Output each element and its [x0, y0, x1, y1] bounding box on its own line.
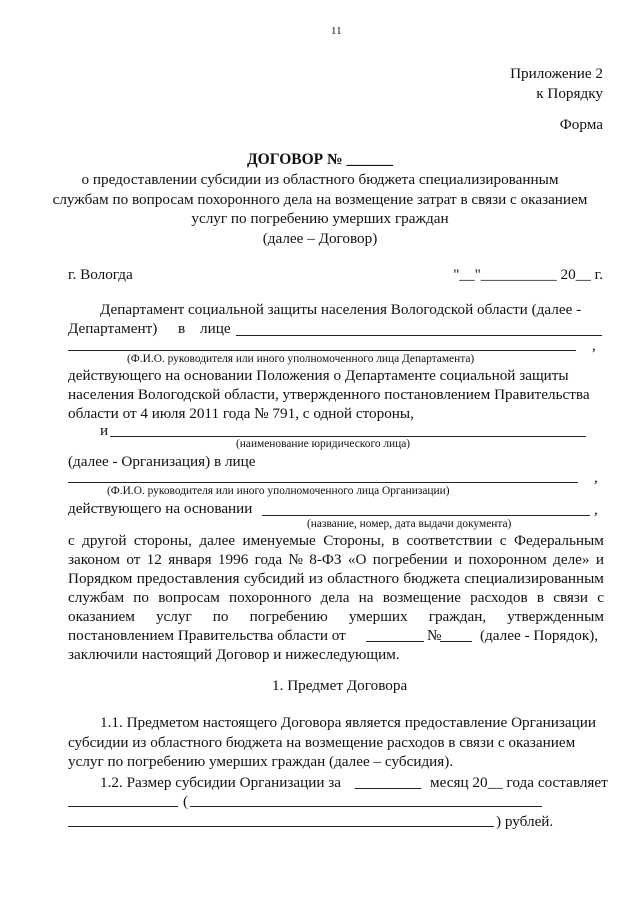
- dept-word-1: Департамент): [68, 320, 158, 337]
- dept-word-3: лице: [200, 320, 231, 337]
- word: вопросам: [158, 589, 220, 606]
- order-number-blank: [440, 641, 472, 642]
- p11-line-2: субсидии из областного бюджета на возмещение расходов в связи с оказанием: [68, 734, 576, 751]
- p11-line-1: 1.1. Предметом настоящего Договора является предоставление Организации: [100, 714, 596, 731]
- word: в: [536, 589, 545, 606]
- contract-title: ДОГОВОР № ______: [247, 151, 393, 168]
- word: службам: [68, 589, 125, 606]
- other-line-4: [68, 588, 604, 608]
- appendix-line-2: к Порядку: [536, 84, 603, 102]
- word: с: [499, 532, 507, 549]
- org-line: (далее - Организация) в лице: [68, 453, 256, 470]
- word: связи: [553, 589, 589, 606]
- p12-line-1a: 1.2. Размер субсидии Организации за: [100, 774, 342, 791]
- other-line-7: заключили настоящий Договор и нижеследующим.: [68, 646, 400, 663]
- word: погребении: [372, 551, 448, 568]
- basis-line-2: населения Вологодской области, утвержденного постановлением Правительства: [68, 386, 590, 403]
- appendix-line-1: Приложение 2: [510, 65, 603, 82]
- word: субсидий: [243, 570, 305, 587]
- org-head-blank: [68, 482, 578, 483]
- other-line-2: [68, 550, 604, 570]
- word: специализированным: [464, 570, 604, 587]
- dept-head-blank-1: [236, 335, 602, 336]
- word: с: [597, 589, 604, 606]
- comma-3: ,: [594, 501, 598, 518]
- title-line-1: о предоставлении субсидии из областного бюджета специализированным: [81, 171, 559, 188]
- word: расходов: [470, 589, 528, 606]
- city: г. Вологда: [68, 266, 133, 283]
- word: года: [254, 551, 283, 568]
- word: умерших: [348, 608, 408, 625]
- word: Федеральным: [513, 532, 604, 549]
- basis-line-3: области от 4 июля 2011 года № 791, с одной стороны,: [68, 405, 414, 422]
- word: 12: [146, 551, 162, 568]
- section-1-heading: 1. Предмет Договора: [272, 677, 408, 694]
- caption-org-name: (наименование юридического лица): [236, 438, 411, 450]
- word: от: [126, 551, 141, 568]
- word: законом: [68, 551, 120, 568]
- word: областного: [327, 570, 400, 587]
- word: далее: [199, 532, 236, 549]
- word: предоставления: [136, 570, 240, 587]
- word: №: [288, 551, 303, 568]
- order-date-blank: [366, 641, 424, 642]
- word: другой: [82, 532, 127, 549]
- word: по: [133, 589, 150, 606]
- word: похоронном: [468, 551, 547, 568]
- word: граждан,: [428, 608, 487, 625]
- word: по: [212, 608, 229, 625]
- word: на: [358, 589, 374, 606]
- caption-doc: (название, номер, дата выдачи документа): [307, 518, 512, 530]
- other-line-5: [68, 607, 604, 627]
- word: возмещение: [382, 589, 461, 606]
- title-line-2: службам по вопросам похоронного дела на возмещение затрат в связи с оказанием: [52, 191, 588, 208]
- caption-org-head: (Ф.И.О. руководителя или иного уполномоченного лица Организации): [107, 485, 450, 497]
- contract-date: "__"__________ 20__ г.: [453, 266, 603, 283]
- comma-1: ,: [592, 337, 596, 354]
- word: именуемые: [242, 532, 316, 549]
- word: Порядком: [68, 570, 133, 587]
- p12-line-1b: месяц 20__ года составляет: [430, 774, 608, 791]
- page-number: 11: [331, 25, 342, 37]
- word: стороны,: [133, 532, 192, 549]
- and-word: и: [100, 422, 109, 439]
- word: оказанием: [68, 608, 135, 625]
- amount-words-blank-1: [190, 806, 542, 807]
- comma-2: ,: [594, 469, 598, 486]
- word: из: [308, 570, 323, 587]
- basis-line-1: действующего на основании Положения о Департаменте социальной защиты: [68, 367, 569, 384]
- title-line-3: услуг по погребению умерших граждан: [191, 210, 449, 227]
- word: в: [391, 532, 400, 549]
- word: «О: [347, 551, 367, 568]
- other-line-3: [68, 569, 604, 589]
- word: января: [168, 551, 212, 568]
- word: с: [68, 532, 75, 549]
- p11-line-3: услуг по погребению умерших граждан (далее – субсидия).: [68, 753, 454, 770]
- word: и: [454, 551, 463, 568]
- open-paren: (: [183, 793, 189, 810]
- word: утвержденным: [507, 608, 604, 625]
- title-line-4: (далее – Договор): [262, 230, 378, 247]
- caption-dept-head: (Ф.И.О. руководителя или иного уполномоченного лица Департамента): [127, 353, 475, 365]
- other-line-6a: постановлением Правительства области от: [68, 627, 346, 644]
- dept-head-blank-2: [68, 350, 576, 351]
- dept-line-1: Департамент социальной защиты населения Вологодской области (далее -: [100, 301, 582, 318]
- form-label: Форма: [559, 116, 603, 133]
- word: похоронного: [229, 589, 312, 606]
- word: услуг: [155, 608, 192, 625]
- word: 8-ФЗ: [309, 551, 342, 568]
- amount-words-blank-2: [68, 826, 494, 827]
- appendix-label: [510, 64, 603, 103]
- other-line-6b: №: [427, 627, 442, 644]
- acting-basis: действующего на основании: [68, 500, 253, 517]
- other-line-1: [68, 531, 604, 551]
- word: деле»: [553, 551, 590, 568]
- word: Стороны,: [323, 532, 385, 549]
- amount-blank: [68, 806, 178, 807]
- doc-blank: [262, 515, 590, 516]
- rubles-text: ) рублей.: [496, 813, 554, 830]
- word: и: [595, 551, 604, 568]
- other-line-6c: (далее - Порядок),: [480, 627, 599, 644]
- word: дела: [320, 589, 350, 606]
- word: бюджета: [403, 570, 461, 587]
- word: 1996: [217, 551, 249, 568]
- word: погребению: [249, 608, 328, 625]
- word: соответствии: [406, 532, 493, 549]
- dept-word-2: в: [178, 320, 186, 337]
- month-blank: [355, 788, 421, 789]
